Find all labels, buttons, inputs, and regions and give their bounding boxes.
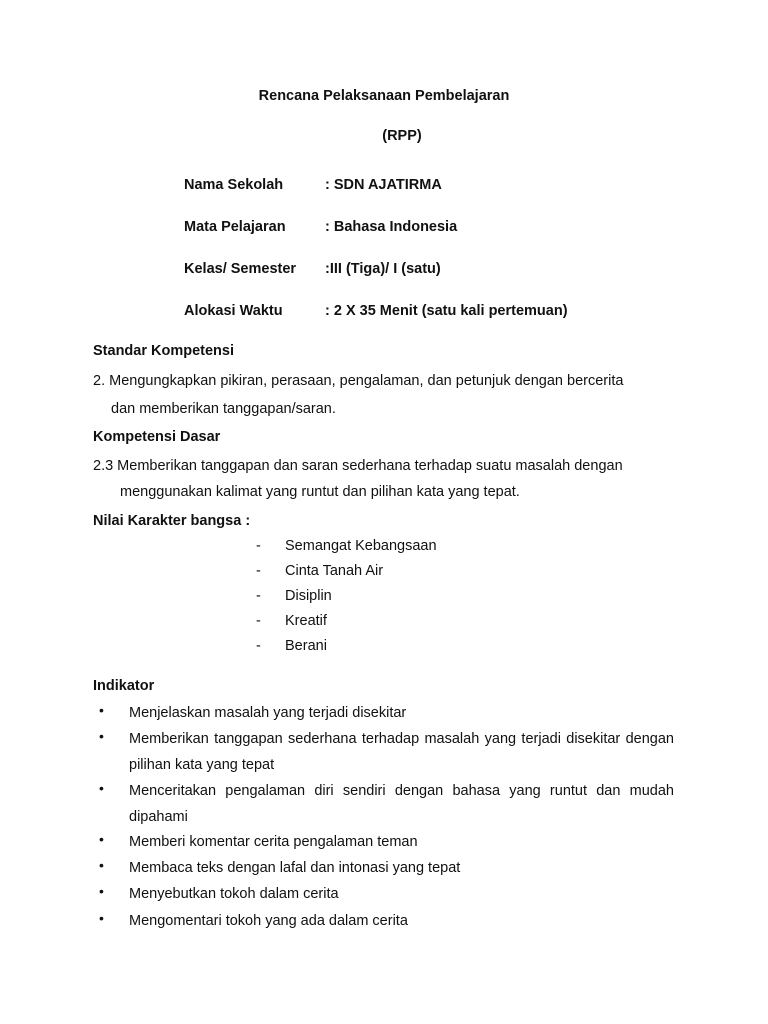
indikator-item-text: Menyebutkan tokoh dalam cerita (129, 886, 339, 902)
dash-marker: - (256, 538, 261, 554)
standar-line-2: dan memberikan tanggapan/saran. (111, 401, 336, 417)
dash-marker: - (256, 613, 261, 629)
indikator-item (0, 829, 768, 855)
indikator-item (0, 881, 768, 907)
indikator-item (0, 726, 768, 778)
document-subtitle: (RPP) (382, 128, 422, 144)
indikator-heading: Indikator (93, 678, 155, 694)
dash-marker: - (256, 563, 261, 579)
karakter-heading: Nilai Karakter bangsa : (93, 513, 251, 529)
karakter-item (0, 638, 768, 658)
indikator-item-text: Mengomentari tokoh yang ada dalam cerita (129, 913, 408, 929)
karakter-item-label: Berani (285, 638, 327, 654)
indikator-item (0, 908, 768, 934)
karakter-item-label: Semangat Kebangsaan (285, 538, 437, 554)
karakter-item (0, 538, 768, 558)
indikator-item-text: Menceritakan pengalaman diri sendiri dengan bahasa yang runtut dan mudah dipahami (129, 783, 674, 825)
karakter-item (0, 613, 768, 633)
identity-label-subject: Mata Pelajaran (184, 219, 286, 235)
bullet-marker: • (99, 883, 104, 899)
identity-label-school: Nama Sekolah (184, 177, 284, 193)
karakter-item (0, 588, 768, 608)
identity-value-class: :III (Tiga)/ I (satu) (325, 261, 441, 277)
kompetensi-line-2: menggunakan kalimat yang runtut dan pilihan kata yang tepat. (120, 484, 520, 500)
identity-value-time: : 2 X 35 Menit (satu kali pertemuan) (325, 303, 568, 319)
indikator-item-text: Memberi komentar cerita pengalaman teman (129, 834, 418, 850)
indikator-item-text: Membaca teks dengan lafal dan intonasi yang tepat (129, 860, 461, 876)
bullet-marker: • (99, 831, 104, 847)
indikator-item (0, 855, 768, 881)
standar-heading: Standar Kompetensi (93, 343, 234, 359)
karakter-item-label: Disiplin (285, 588, 332, 604)
identity-value-school: : SDN AJATIRMA (325, 177, 442, 193)
standar-line-1: 2. Mengungkapkan pikiran, perasaan, pengalaman, dan petunjuk dengan bercerita (93, 373, 624, 389)
karakter-item-label: Cinta Tanah Air (285, 563, 384, 579)
indikator-item-text: Memberikan tanggapan sederhana terhadap masalah yang terjadi disekitar dengan pilihan kata yang tepat (129, 731, 674, 773)
indikator-item (0, 778, 768, 830)
indikator-item-text: Menjelaskan masalah yang terjadi disekitar (129, 705, 407, 721)
kompetensi-heading: Kompetensi Dasar (93, 429, 221, 445)
dash-marker: - (256, 638, 261, 654)
bullet-marker: • (99, 702, 104, 718)
bullet-marker: • (99, 857, 104, 873)
kompetensi-line-1: 2.3 Memberikan tanggapan dan saran sederhana terhadap suatu masalah dengan (93, 458, 623, 474)
bullet-marker: • (99, 728, 104, 744)
indikator-item (0, 700, 768, 726)
bullet-marker: • (99, 910, 104, 926)
document-title: Rencana Pelaksanaan Pembelajaran (258, 88, 510, 104)
karakter-item (0, 563, 768, 583)
identity-label-class: Kelas/ Semester (184, 261, 297, 277)
dash-marker: - (256, 588, 261, 604)
identity-value-subject: : Bahasa Indonesia (325, 219, 458, 235)
karakter-item-label: Kreatif (285, 613, 327, 629)
identity-label-time: Alokasi Waktu (184, 303, 283, 319)
bullet-marker: • (99, 780, 104, 796)
